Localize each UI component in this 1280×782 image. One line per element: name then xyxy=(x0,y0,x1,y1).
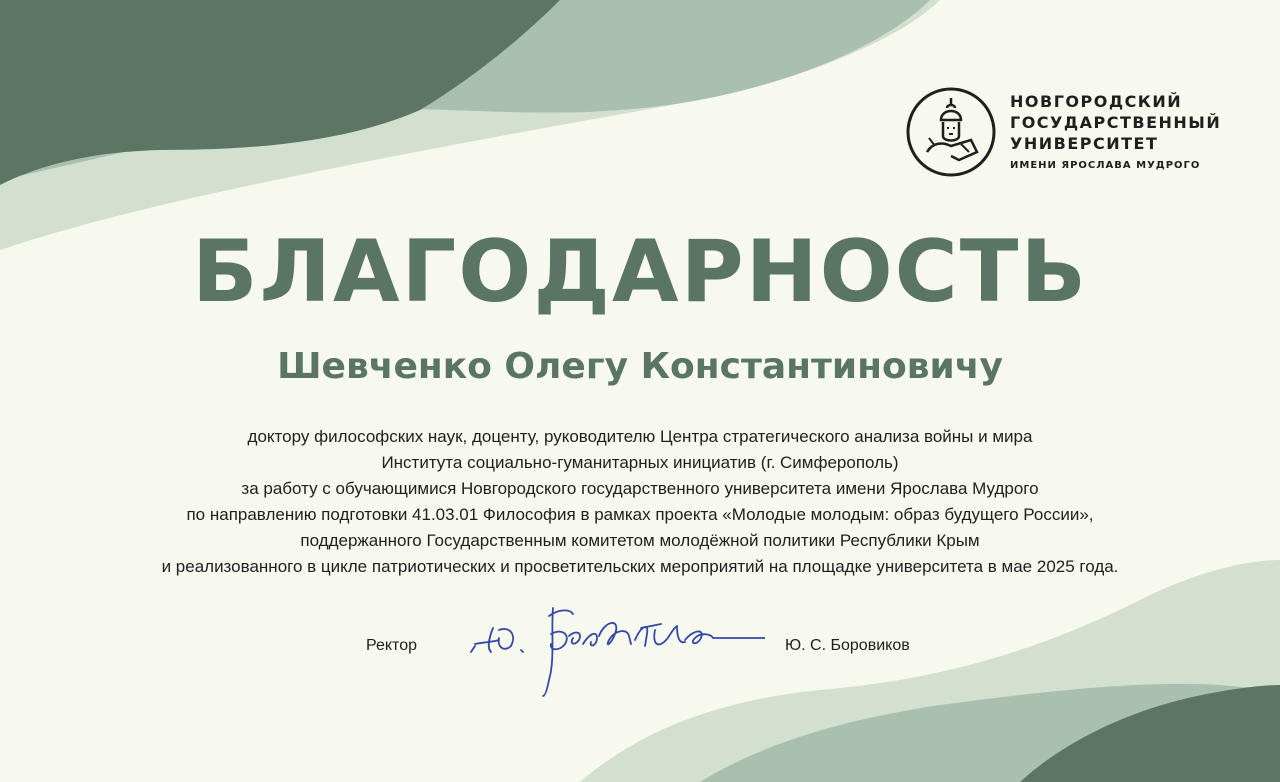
university-logo xyxy=(905,86,1222,181)
certificate-body xyxy=(60,424,1220,580)
signatory-role: Ректор xyxy=(366,637,417,654)
body-line: по направлению подготовки 41.03.01 Философия в рамках проекта «Молодые молодым: образ будущего России», xyxy=(186,505,1094,524)
body-line: за работу с обучающимися Новгородского государственного университета имени Ярослава Мудрого xyxy=(241,479,1039,498)
recipient-name: Шевченко Олегу Константиновичу xyxy=(277,346,1003,387)
logo-line-1: НОВГОРОДСКИЙ xyxy=(1010,92,1183,111)
body-line: поддержанного Государственным комитетом молодёжной политики Республики Крым xyxy=(300,531,980,550)
handwritten-signature xyxy=(465,600,765,700)
body-line: и реализованного в цикле патриотических и просветительских мероприятий на площадке университета в мае 2025 года. xyxy=(161,557,1119,576)
body-line: доктору философских наук, доценту, руководителю Центра стратегического анализа войны и мира xyxy=(247,427,1033,446)
logo-subline: ИМЕНИ ЯРОСЛАВА МУДРОГО xyxy=(1010,160,1201,171)
logo-line-3: УНИВЕРСИТЕТ xyxy=(1010,134,1159,153)
logo-text-block xyxy=(1010,91,1221,174)
logo-line-2: ГОСУДАРСТВЕННЫЙ xyxy=(1010,113,1222,132)
yaroslav-emblem-icon xyxy=(905,86,997,178)
body-line: Института социально-гуманитарных инициатив (г. Симферополь) xyxy=(381,453,899,472)
certificate-title: БЛАГОДАРНОСТЬ xyxy=(191,222,1089,322)
signatory-name: Ю. С. Боровиков xyxy=(785,637,910,654)
